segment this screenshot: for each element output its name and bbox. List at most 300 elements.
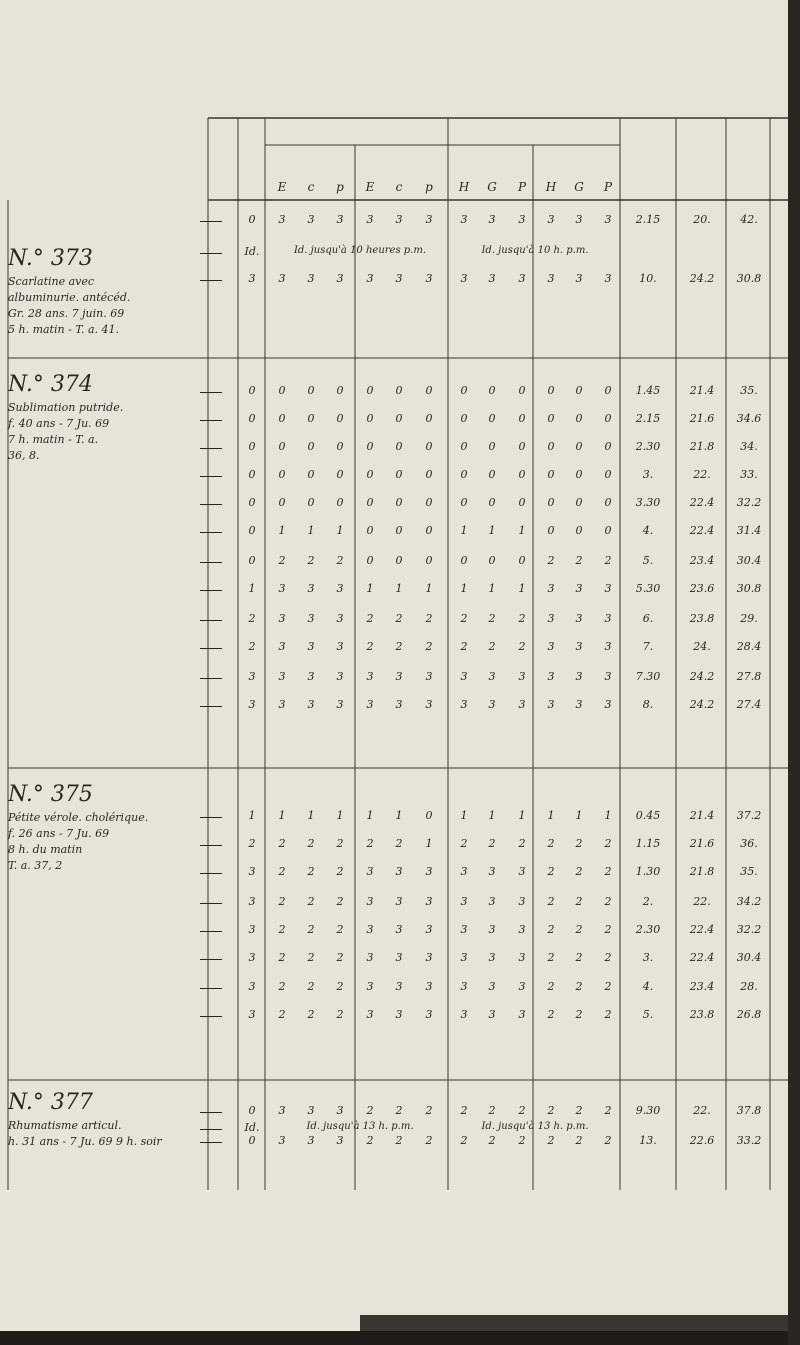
- cell-value: 2: [547, 980, 555, 993]
- cell-temp-amb: 20.: [693, 213, 711, 226]
- cell-value: 0: [336, 440, 344, 453]
- cell-hours: 2.15: [635, 412, 661, 425]
- cell-temp-amb: 22.: [693, 1104, 711, 1117]
- cell-c: 0: [248, 440, 256, 453]
- cell-value: 2: [366, 612, 374, 625]
- table-row: [0, 412, 800, 432]
- cell-value: 3: [366, 670, 374, 683]
- cell-temp-axill: 34.: [740, 440, 758, 453]
- cell-c: 2: [248, 837, 256, 850]
- cell-value: 0: [425, 440, 433, 453]
- cell-value: 2: [460, 1134, 468, 1147]
- cell-value: 3: [518, 272, 526, 285]
- row-dash: [200, 448, 222, 449]
- case-description-line: h. 31 ans - 7 Ju. 69 9 h. soir: [8, 1135, 162, 1148]
- subheader-11: P: [603, 180, 613, 194]
- cell-value: 0: [604, 524, 612, 537]
- cell-value: 0: [460, 412, 468, 425]
- cell-value: 0: [425, 384, 433, 397]
- cell-value: 0: [575, 440, 583, 453]
- cell-value: 1: [336, 524, 344, 537]
- row-dash: [200, 532, 222, 533]
- cell-value: 1: [307, 809, 315, 822]
- cell-hours: 3.: [642, 468, 654, 481]
- table-row: [0, 1008, 800, 1028]
- cell-value: 3: [336, 213, 344, 226]
- cell-value: 0: [278, 384, 286, 397]
- cell-value: 2: [575, 1008, 583, 1021]
- case-description-line: Rhumatisme articul.: [8, 1119, 122, 1132]
- cell-value: 1: [488, 582, 496, 595]
- cell-value: 3: [307, 612, 315, 625]
- cell-temp-axill: 30.4: [736, 554, 762, 567]
- cell-value: 2: [575, 980, 583, 993]
- case-number: N.° 375: [8, 782, 93, 807]
- cell-hours: 5.: [642, 1008, 654, 1021]
- cell-value: 3: [336, 1134, 344, 1147]
- cell-value: 3: [604, 612, 612, 625]
- cell-value: 2: [425, 1134, 433, 1147]
- cell-value: 3: [460, 951, 468, 964]
- cell-value: 2: [366, 1134, 374, 1147]
- cell-temp-axill: 30.8: [736, 582, 762, 595]
- cell-value: 2: [460, 1104, 468, 1117]
- cell-c: 3: [248, 1008, 256, 1021]
- cell-hours: 4.: [642, 524, 654, 537]
- cell-value: 3: [336, 698, 344, 711]
- row-dash: [200, 620, 222, 621]
- cell-value: 3: [460, 895, 468, 908]
- table-row: [0, 837, 800, 857]
- cell-hours: 9.30: [635, 1104, 661, 1117]
- cell-value: 0: [336, 468, 344, 481]
- row-dash: [200, 931, 222, 932]
- cell-c: 2: [248, 640, 256, 653]
- cell-temp-amb: 23.4: [689, 980, 715, 993]
- cell-c: 3: [248, 980, 256, 993]
- table-row: [0, 670, 800, 690]
- cell-c: Id.: [244, 1121, 260, 1134]
- cell-value: 1: [460, 524, 468, 537]
- cell-value: 3: [395, 1008, 403, 1021]
- cell-value: 0: [518, 468, 526, 481]
- cell-c: 0: [248, 213, 256, 226]
- cell-c: 0: [248, 554, 256, 567]
- cell-value: 3: [604, 640, 612, 653]
- cell-value: 3: [395, 865, 403, 878]
- cell-value: 1: [425, 582, 433, 595]
- cell-value: 2: [460, 837, 468, 850]
- cell-c: 1: [248, 809, 256, 822]
- subheader-2: p: [336, 180, 344, 194]
- cell-c: 0: [248, 496, 256, 509]
- cell-temp-axill: 36.: [740, 837, 758, 850]
- cell-temp-amb: 23.8: [689, 612, 715, 625]
- cell-value: 1: [518, 582, 526, 595]
- cell-value: 1: [366, 582, 374, 595]
- cell-value: 3: [575, 670, 583, 683]
- cell-value: 0: [518, 440, 526, 453]
- subheader-6: H: [458, 180, 470, 194]
- cell-hours: 7.: [642, 640, 654, 653]
- case-description-line: 8 h. du matin: [8, 843, 83, 856]
- case-description-line: Pétite vérole. cholérique.: [8, 811, 149, 824]
- cell-value: 3: [425, 272, 433, 285]
- cell-value: 0: [547, 384, 555, 397]
- table-row: [0, 468, 800, 488]
- cell-value: 2: [547, 895, 555, 908]
- cell-temp-axill: 34.6: [736, 412, 762, 425]
- cell-value: 0: [547, 496, 555, 509]
- cell-temp-amb: 24.2: [689, 272, 715, 285]
- cell-value: 2: [307, 980, 315, 993]
- cell-value: 0: [395, 554, 403, 567]
- row-dash: [200, 280, 222, 281]
- cell-hours: 0.45: [635, 809, 661, 822]
- cell-value: 2: [278, 895, 286, 908]
- cell-value: 2: [575, 895, 583, 908]
- cell-value: 0: [336, 412, 344, 425]
- cell-value: 3: [518, 698, 526, 711]
- cell-value: 2: [336, 1008, 344, 1021]
- cell-value: 3: [518, 670, 526, 683]
- cell-value: 3: [488, 951, 496, 964]
- cell-value: 2: [575, 865, 583, 878]
- cell-value: 3: [575, 213, 583, 226]
- cell-value: 2: [425, 612, 433, 625]
- cell-temp-axill: 34.2: [736, 895, 762, 908]
- cell-value: 3: [488, 1008, 496, 1021]
- cell-value: 0: [366, 554, 374, 567]
- cell-hours: 3.30: [635, 496, 661, 509]
- cell-value: 2: [575, 923, 583, 936]
- cell-value: 2: [604, 865, 612, 878]
- cell-value: 3: [336, 272, 344, 285]
- cell-value: 2: [307, 951, 315, 964]
- cell-value: 2: [336, 923, 344, 936]
- row-dash: [200, 873, 222, 874]
- cell-value: 2: [575, 951, 583, 964]
- cell-value: 2: [425, 1104, 433, 1117]
- cell-value: 3: [278, 582, 286, 595]
- table-row: [0, 272, 800, 292]
- row-dash: [200, 845, 222, 846]
- cell-c: 3: [248, 951, 256, 964]
- cell-c: 0: [248, 384, 256, 397]
- cell-value: 2: [488, 640, 496, 653]
- cell-value: 1: [518, 809, 526, 822]
- cell-value: 0: [336, 496, 344, 509]
- row-dash: [200, 476, 222, 477]
- cell-temp-axill: 32.2: [736, 496, 762, 509]
- cell-temp-amb: 24.2: [689, 698, 715, 711]
- cell-value: 0: [488, 412, 496, 425]
- cell-temp-axill: 29.: [740, 612, 758, 625]
- case-description-line: 36, 8.: [8, 449, 40, 462]
- cell-temp-axill: 33.2: [736, 1134, 762, 1147]
- cell-value: 3: [518, 923, 526, 936]
- cell-value: 2: [518, 837, 526, 850]
- table-row: [0, 809, 800, 829]
- cell-value: 2: [366, 640, 374, 653]
- cell-value: 3: [488, 923, 496, 936]
- cell-value: 2: [395, 640, 403, 653]
- row-dash: [200, 988, 222, 989]
- row-dash: [200, 590, 222, 591]
- cell-value: 1: [307, 524, 315, 537]
- cell-value: 1: [278, 524, 286, 537]
- cell-value: 1: [336, 809, 344, 822]
- note-lower: Id. jusqu'à 10 h. p.m.: [481, 245, 589, 256]
- cell-value: 2: [395, 837, 403, 850]
- cell-value: 3: [604, 213, 612, 226]
- cell-value: 2: [604, 1104, 612, 1117]
- cell-value: 2: [575, 1104, 583, 1117]
- cell-value: 2: [547, 865, 555, 878]
- case-number: N.° 373: [8, 246, 93, 271]
- cell-value: 3: [547, 272, 555, 285]
- cell-value: 3: [488, 272, 496, 285]
- cell-value: 0: [547, 440, 555, 453]
- cell-value: 2: [278, 980, 286, 993]
- cell-value: 3: [460, 272, 468, 285]
- cell-value: 3: [488, 865, 496, 878]
- table-row: [0, 1134, 800, 1154]
- row-dash: [200, 420, 222, 421]
- cell-value: 2: [518, 1134, 526, 1147]
- cell-value: 3: [460, 1008, 468, 1021]
- cell-value: 3: [395, 698, 403, 711]
- cell-temp-amb: 21.8: [689, 865, 715, 878]
- cell-value: 2: [336, 554, 344, 567]
- cell-value: 2: [547, 1008, 555, 1021]
- cell-value: 3: [307, 1104, 315, 1117]
- cell-c: 3: [248, 923, 256, 936]
- cell-value: 2: [307, 865, 315, 878]
- cell-value: 2: [604, 951, 612, 964]
- subheader-9: H: [545, 180, 557, 194]
- cell-value: 3: [336, 670, 344, 683]
- cell-value: 0: [488, 554, 496, 567]
- case-number: N.° 374: [8, 372, 93, 397]
- note-upper: Id. jusqu'à 10 heures p.m.: [293, 245, 427, 256]
- cell-value: 3: [278, 640, 286, 653]
- cell-temp-axill: 42.: [740, 213, 758, 226]
- cell-value: 3: [518, 1008, 526, 1021]
- cell-hours: 2.30: [635, 923, 661, 936]
- cell-hours: 1.45: [635, 384, 661, 397]
- cell-value: 2: [488, 1134, 496, 1147]
- cell-value: 2: [575, 1134, 583, 1147]
- cell-value: 1: [460, 809, 468, 822]
- cell-value: 3: [366, 865, 374, 878]
- cell-value: 2: [336, 951, 344, 964]
- cell-value: 2: [278, 554, 286, 567]
- cell-value: 3: [547, 698, 555, 711]
- cell-value: 3: [307, 640, 315, 653]
- cell-c: 0: [248, 524, 256, 537]
- cell-value: 0: [518, 412, 526, 425]
- cell-temp-axill: 35.: [740, 384, 758, 397]
- cell-value: 2: [307, 895, 315, 908]
- subheader-8: P: [517, 180, 527, 194]
- cell-value: 3: [547, 582, 555, 595]
- cell-value: 0: [366, 524, 374, 537]
- cell-value: 3: [366, 923, 374, 936]
- cell-value: 3: [518, 951, 526, 964]
- subheader-5: p: [425, 180, 433, 194]
- cell-value: 2: [336, 895, 344, 908]
- cell-temp-axill: 37.8: [736, 1104, 762, 1117]
- cell-value: 3: [278, 698, 286, 711]
- cell-value: 3: [488, 670, 496, 683]
- cell-hours: 8.: [642, 698, 654, 711]
- case-description-line: 7 h. matin - T. a.: [8, 433, 99, 446]
- cell-temp-axill: 27.4: [736, 698, 762, 711]
- case-description-line: albuminurie. antécéd.: [8, 291, 131, 304]
- cell-value: 0: [575, 412, 583, 425]
- cell-value: 0: [425, 809, 433, 822]
- cell-value: 3: [488, 698, 496, 711]
- cell-value: 3: [395, 923, 403, 936]
- cell-value: 3: [604, 272, 612, 285]
- cell-temp-amb: 22.4: [689, 496, 715, 509]
- cell-value: 3: [336, 582, 344, 595]
- cell-value: 3: [425, 951, 433, 964]
- cell-value: 3: [575, 582, 583, 595]
- table-row: [0, 384, 800, 404]
- cell-hours: 4.: [642, 980, 654, 993]
- cell-temp-amb: 23.8: [689, 1008, 715, 1021]
- cell-value: 2: [307, 837, 315, 850]
- row-dash: [200, 392, 222, 393]
- cell-value: 0: [547, 412, 555, 425]
- cell-value: 0: [307, 412, 315, 425]
- cell-value: 0: [604, 384, 612, 397]
- cell-value: 0: [366, 496, 374, 509]
- cell-value: 3: [425, 865, 433, 878]
- cell-value: 0: [278, 440, 286, 453]
- subheader-1: c: [307, 180, 315, 194]
- cell-value: 3: [488, 980, 496, 993]
- cell-c: 3: [248, 272, 256, 285]
- cell-value: 1: [278, 809, 286, 822]
- cell-value: 3: [518, 213, 526, 226]
- cell-value: 2: [547, 554, 555, 567]
- cell-value: 2: [518, 1104, 526, 1117]
- cell-temp-axill: 28.: [740, 980, 758, 993]
- cell-value: 3: [425, 213, 433, 226]
- cell-value: 3: [575, 272, 583, 285]
- cell-value: 3: [547, 670, 555, 683]
- cell-value: 1: [488, 809, 496, 822]
- cell-value: 3: [425, 698, 433, 711]
- cell-value: 0: [575, 468, 583, 481]
- cell-c: 0: [248, 1134, 256, 1147]
- cell-value: 3: [366, 698, 374, 711]
- cell-value: 3: [307, 670, 315, 683]
- cell-value: 2: [488, 1104, 496, 1117]
- cell-value: 2: [278, 923, 286, 936]
- cell-hours: 7.30: [635, 670, 661, 683]
- table-row: [0, 496, 800, 516]
- cell-value: 3: [575, 698, 583, 711]
- cell-value: 3: [395, 272, 403, 285]
- cell-value: 3: [278, 1104, 286, 1117]
- cell-value: 2: [460, 640, 468, 653]
- case-description-line: Scarlatine avec: [8, 275, 95, 288]
- cell-temp-amb: 21.6: [689, 837, 715, 850]
- row-dash: [200, 903, 222, 904]
- case-description-line: Gr. 28 ans. 7 juin. 69: [8, 307, 125, 320]
- cell-value: 0: [278, 496, 286, 509]
- cell-value: 0: [395, 468, 403, 481]
- cell-value: 3: [425, 670, 433, 683]
- cell-value: 3: [604, 698, 612, 711]
- cell-value: 3: [425, 980, 433, 993]
- cell-value: 2: [278, 865, 286, 878]
- cell-value: 1: [547, 809, 555, 822]
- cell-value: 2: [278, 837, 286, 850]
- cell-value: 0: [518, 554, 526, 567]
- cell-value: 1: [518, 524, 526, 537]
- row-dash: [200, 1129, 222, 1130]
- cell-value: 0: [366, 468, 374, 481]
- cell-value: 3: [460, 670, 468, 683]
- case-number: N.° 377: [8, 1090, 93, 1115]
- row-dash: [200, 1016, 222, 1017]
- cell-value: 0: [395, 524, 403, 537]
- table-row: [0, 698, 800, 718]
- cell-value: 3: [395, 670, 403, 683]
- cell-c: 3: [248, 698, 256, 711]
- note-upper: Id. jusqu'à 13 h. p.m.: [306, 1121, 414, 1132]
- cell-value: 3: [336, 1104, 344, 1117]
- cell-c: Id.: [244, 245, 260, 258]
- cell-value: 3: [460, 923, 468, 936]
- cell-value: 3: [518, 865, 526, 878]
- cell-hours: 2.: [642, 895, 654, 908]
- cell-c: 0: [248, 468, 256, 481]
- case-description-line: T. a. 37, 2: [8, 859, 63, 872]
- row-dash: [200, 959, 222, 960]
- cell-value: 3: [395, 951, 403, 964]
- cell-value: 3: [488, 213, 496, 226]
- cell-hours: 3.: [642, 951, 654, 964]
- cell-value: 2: [575, 837, 583, 850]
- cell-value: 2: [575, 554, 583, 567]
- cell-hours: 2.15: [635, 213, 661, 226]
- row-dash: [200, 648, 222, 649]
- cell-temp-amb: 22.4: [689, 923, 715, 936]
- cell-value: 3: [278, 670, 286, 683]
- cell-value: 2: [307, 1008, 315, 1021]
- cell-value: 2: [604, 554, 612, 567]
- cell-temp-amb: 22.4: [689, 524, 715, 537]
- cell-temp-amb: 24.: [693, 640, 711, 653]
- cell-value: 2: [547, 923, 555, 936]
- cell-temp-axill: 30.4: [736, 951, 762, 964]
- case-description-line: Sublimation putride.: [8, 401, 124, 414]
- row-dash: [200, 1142, 222, 1143]
- cell-value: 2: [604, 1134, 612, 1147]
- cell-value: 1: [575, 809, 583, 822]
- cell-value: 0: [488, 496, 496, 509]
- cell-value: 0: [395, 496, 403, 509]
- cell-value: 3: [278, 272, 286, 285]
- cell-value: 3: [307, 213, 315, 226]
- cell-hours: 10.: [639, 272, 657, 285]
